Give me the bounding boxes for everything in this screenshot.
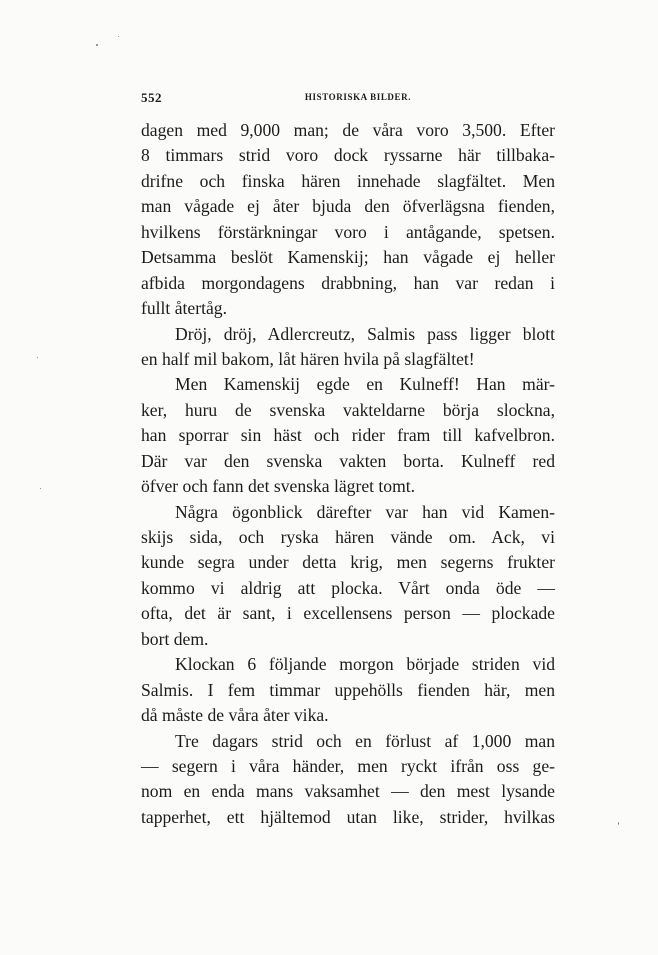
text-line: — segern i våra händer, men ryckt ifrån oss ge-: [141, 755, 555, 776]
text-line: ofta, det är sant, i excellensens person — plockade: [141, 603, 555, 624]
paper-speck: [40, 488, 41, 489]
text-line: kommo vi aldrig att plocka. Vårt onda öde —: [141, 577, 555, 598]
paper-speck: [96, 44, 98, 46]
text-line: Några ögonblick därefter var han vid Kamen-: [175, 501, 555, 522]
text-line: en half mil bakom, låt hären hvila på slagfältet!: [141, 348, 475, 369]
text-line: afbida morgondagens drabbning, han var redan i: [141, 272, 555, 293]
running-title: HISTORISKA BILDER.: [304, 92, 412, 102]
page-header: [141, 90, 555, 108]
text-line: man vågade ej åter bjuda den öfverlägsna fienden,: [141, 196, 555, 217]
body-text: [141, 118, 555, 830]
page-number: 552: [141, 90, 162, 105]
text-line: Där var den svenska vakten borta. Kulneff red: [141, 450, 555, 471]
text-line: fullt återtåg.: [141, 298, 227, 319]
text-line: drifne och finska hären innehade slagfältet. Men: [141, 170, 555, 191]
text-line: Dröj, dröj, Adlercreutz, Salmis pass ligger blott: [175, 323, 555, 344]
text-line: dagen med 9,000 man; de våra voro 3,500. Efter: [141, 120, 555, 140]
text-line: Tre dagars strid och en förlust af 1,000 man: [175, 730, 555, 751]
text-line: nom en enda mans vaksamhet — den mest lysande: [141, 781, 555, 802]
paper-speck: [118, 36, 119, 37]
text-line: skijs sida, och ryska hären vände om. Ack, vi: [141, 527, 555, 547]
text-line: Detsamma beslöt Kamenskij; han vågade ej heller: [141, 247, 555, 268]
text-line: kunde segra under detta krig, men segerns frukter: [141, 552, 555, 573]
paper-speck: [37, 357, 38, 358]
text-line: 8 timmars strid voro dock ryssarne här tillbaka-: [141, 145, 555, 166]
text-line: Men Kamenskij egde en Kulneff! Han mär-: [175, 374, 555, 395]
text-line: Salmis. I fem timmar uppehölls fienden här, men: [141, 679, 555, 700]
text-line: Klockan 6 följande morgon började striden vid: [175, 654, 555, 675]
paper-speck: [618, 822, 619, 825]
text-line: han sporrar sin häst och rider fram till kafvelbron.: [141, 425, 555, 446]
text-line: ker, huru de svenska vakteldarne börja slockna,: [141, 399, 555, 420]
text-line: bort dem.: [141, 628, 209, 649]
text-line: då måste de våra åter vika.: [141, 705, 329, 726]
text-line: öfver och fann det svenska lägret tomt.: [141, 476, 416, 497]
text-line: hvilkens förstärkningar voro i antågande, spetsen.: [141, 221, 555, 242]
text-line: tapperhet, ett hjältemod utan like, strider, hvilkas: [141, 806, 555, 827]
